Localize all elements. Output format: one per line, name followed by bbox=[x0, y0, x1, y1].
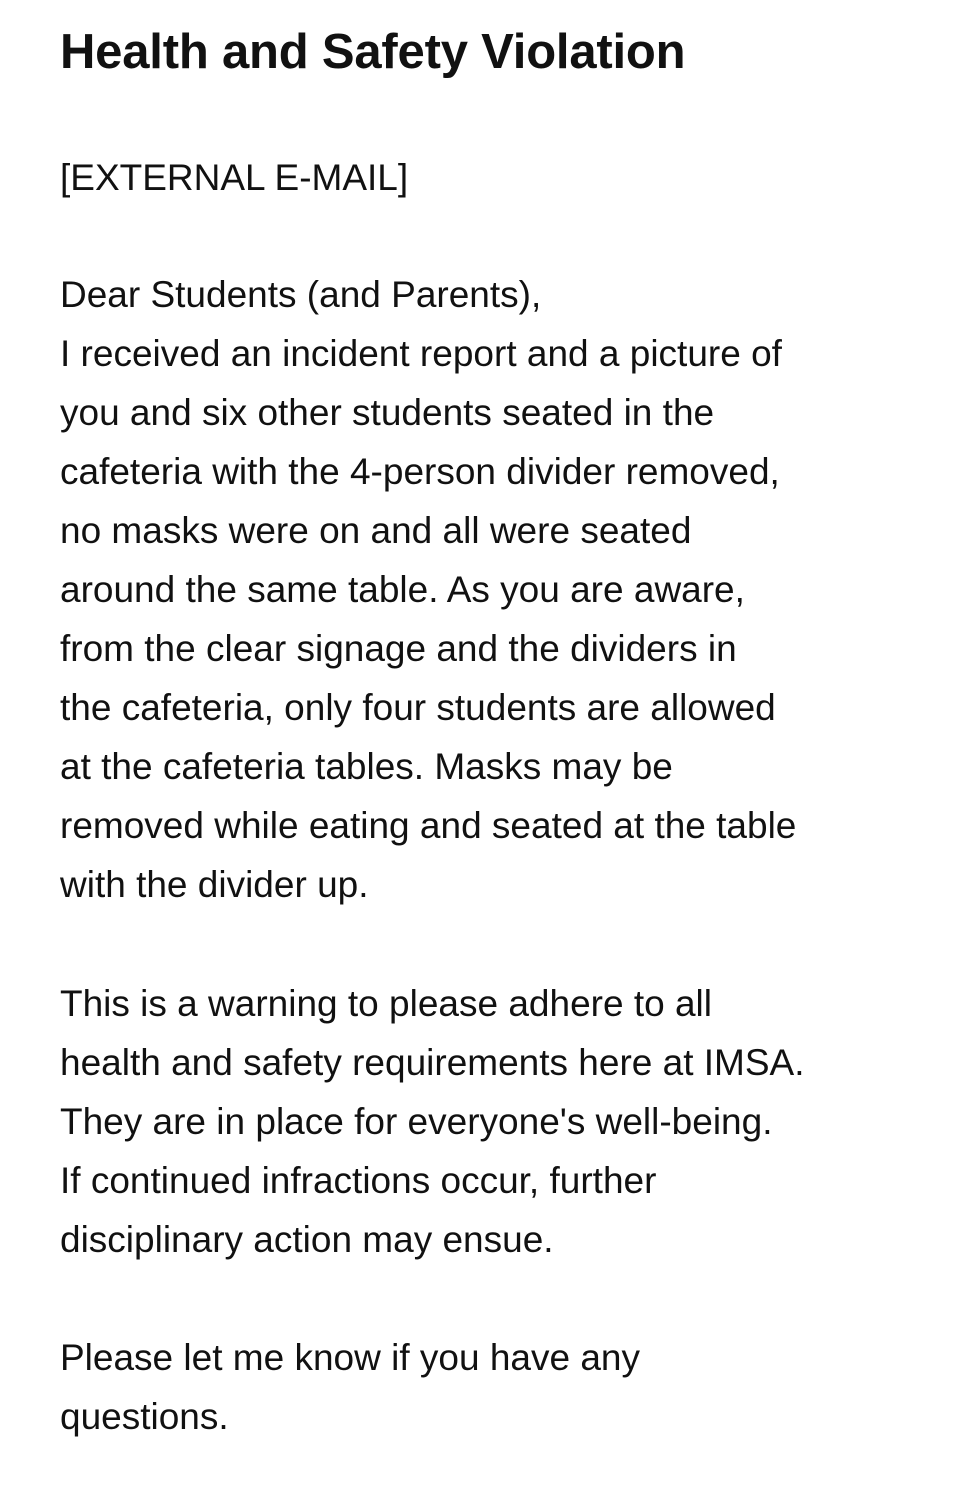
body-line: with the divider up. bbox=[60, 864, 369, 905]
body-line: no masks were on and all were seated bbox=[60, 510, 692, 551]
body-line: health and safety requirements here at IMSA. bbox=[60, 1042, 805, 1083]
body-line: Please let me know if you have any bbox=[60, 1337, 640, 1378]
email-subject: Health and Safety Violation bbox=[60, 25, 686, 79]
body-line: disciplinary action may ensue. bbox=[60, 1219, 554, 1260]
external-email-banner: [EXTERNAL E-MAIL] bbox=[60, 157, 409, 198]
body-line: around the same table. As you are aware, bbox=[60, 569, 745, 610]
email-body-paragraph-closing bbox=[60, 1328, 940, 1446]
body-line: They are in place for everyone's well-being. bbox=[60, 1101, 773, 1142]
email-body-paragraph-incident bbox=[60, 265, 940, 914]
email-body-paragraph-warning bbox=[60, 974, 940, 1269]
body-line: cafeteria with the 4-person divider removed, bbox=[60, 451, 780, 492]
body-line: Dear Students (and Parents), bbox=[60, 274, 542, 315]
body-line: you and six other students seated in the bbox=[60, 392, 715, 433]
body-line: If continued infractions occur, further bbox=[60, 1160, 657, 1201]
body-line: questions. bbox=[60, 1396, 229, 1437]
body-line: the cafeteria, only four students are allowed bbox=[60, 687, 776, 728]
body-line: removed while eating and seated at the table bbox=[60, 805, 797, 846]
body-line: I received an incident report and a picture of bbox=[60, 333, 782, 374]
body-line: at the cafeteria tables. Masks may be bbox=[60, 746, 673, 787]
body-line: from the clear signage and the dividers in bbox=[60, 628, 737, 669]
body-line: This is a warning to please adhere to all bbox=[60, 983, 712, 1024]
